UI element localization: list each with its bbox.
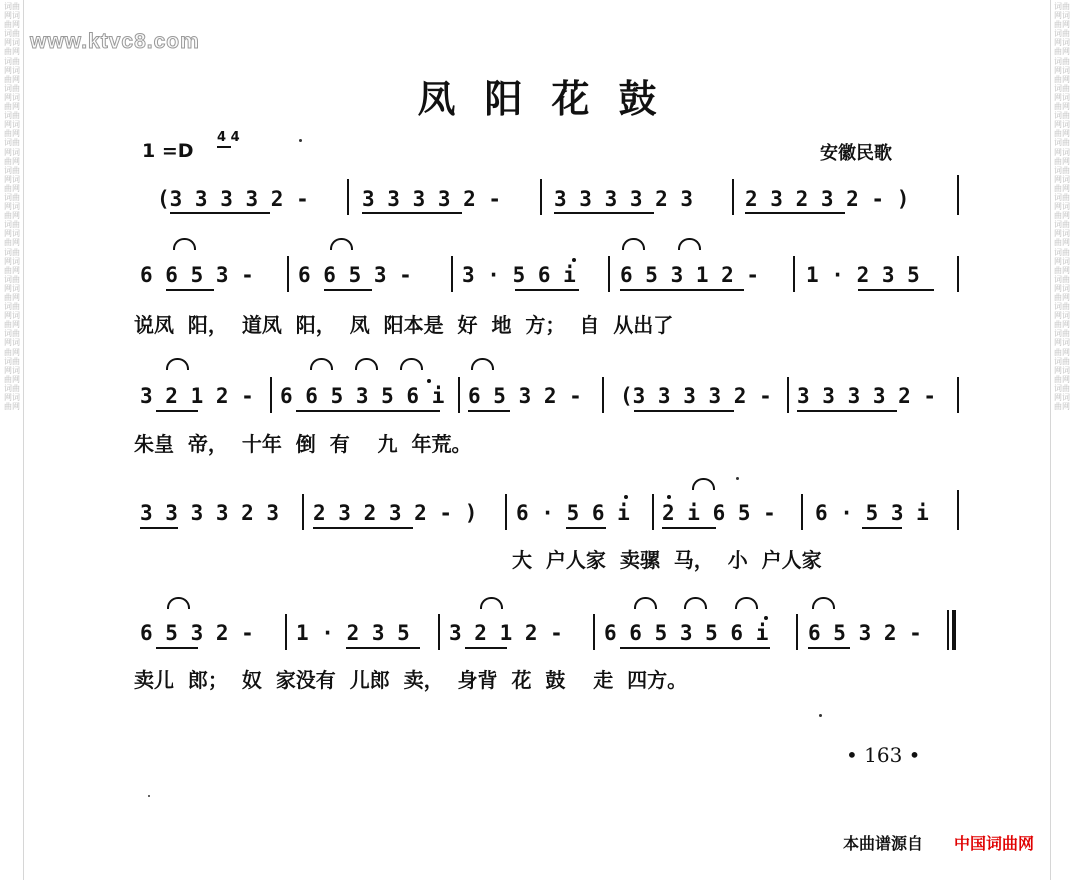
- barline: [602, 377, 604, 413]
- time-signature: [217, 129, 240, 146]
- barline: [505, 494, 507, 530]
- scan-speck: [819, 714, 822, 717]
- measure: 6 5 3 2 -: [468, 384, 582, 408]
- measure: 6 6 5 3 5 6 i: [280, 384, 445, 408]
- slur: [355, 358, 378, 370]
- slur: [684, 597, 707, 609]
- underline-rhythm: [296, 410, 440, 412]
- barline: [593, 614, 595, 650]
- side-watermark-right: 词曲网词曲网词曲网词曲网词曲网词曲网词曲网词曲网词曲网词曲网词曲网词曲网词曲网词曲网词曲网词曲网词曲网词曲网词曲网词曲网词曲网词曲网词曲网词曲网词曲网词曲网词曲网词曲网词曲网词曲网: [1054, 2, 1070, 412]
- barline: [957, 490, 959, 530]
- underline-rhythm: [166, 289, 214, 291]
- measure: 3 3 3 3 2 -: [797, 384, 937, 408]
- lyrics-line-4: 卖儿 郎； 奴 家没有 儿郎 卖， 身背 花 鼓 走 四方。: [134, 668, 688, 692]
- underline-rhythm: [634, 410, 734, 412]
- barline: [801, 494, 803, 530]
- key-signature: 1 =D: [142, 140, 194, 162]
- underline-rhythm: [515, 289, 579, 291]
- lyrics-line-1: 说凤 阳， 道凤 阳， 凤 阳本是 好 地 方； 自 从出了: [134, 313, 674, 337]
- lyrics-line-2: 朱皇 帝， 十年 倒 有 九 年荒。: [134, 432, 472, 456]
- barline: [285, 614, 287, 650]
- underline-rhythm: [554, 212, 654, 214]
- barline: [540, 179, 542, 215]
- barline: [458, 377, 460, 413]
- barline: [347, 179, 349, 215]
- barline: [438, 614, 440, 650]
- barline: [732, 179, 734, 215]
- underline-rhythm: [797, 410, 897, 412]
- time-denominator: 4: [230, 130, 240, 145]
- measure: 3 3 3 3 2 -: [362, 187, 502, 211]
- time-fraction-bar: [217, 146, 231, 148]
- slur: [471, 358, 494, 370]
- high-octave-dot: [427, 379, 431, 383]
- slur: [166, 358, 189, 370]
- slur: [634, 597, 657, 609]
- measure: 1 · 2 3 5: [806, 263, 920, 287]
- side-watermark-left: 词曲网词曲网词曲网词曲网词曲网词曲网词曲网词曲网词曲网词曲网词曲网词曲网词曲网词曲网词曲网词曲网词曲网词曲网词曲网词曲网词曲网词曲网词曲网词曲网词曲网词曲网词曲网词曲网词曲网词曲网: [4, 2, 20, 412]
- slur: [812, 597, 835, 609]
- measure: 2 3 2 3 2 - ): [313, 501, 478, 525]
- measure: (3 3 3 3 2 -: [157, 187, 309, 211]
- measure: 1 · 2 3 5: [296, 621, 410, 645]
- left-border-line: [23, 0, 24, 880]
- underline-rhythm: [745, 212, 845, 214]
- underline-rhythm: [346, 647, 420, 649]
- barline: [793, 256, 795, 292]
- underline-rhythm: [566, 527, 606, 529]
- site-watermark: www.ktvc8.com: [30, 30, 200, 53]
- barline: [787, 377, 789, 413]
- measure: 2 3 2 3 2 - ): [745, 187, 910, 211]
- slur: [330, 238, 353, 250]
- slur: [480, 597, 503, 609]
- measure: 3 3 3 3 2 3: [140, 501, 280, 525]
- high-octave-dot: [572, 258, 576, 262]
- underline-rhythm: [170, 212, 270, 214]
- source-label: 本曲谱源自: [843, 834, 924, 853]
- underline-rhythm: [620, 647, 770, 649]
- underline-rhythm: [468, 410, 510, 412]
- underline-rhythm: [156, 647, 198, 649]
- song-title: 凤阳花鼓: [417, 77, 686, 121]
- underline-rhythm: [362, 212, 462, 214]
- scan-speck: [736, 477, 739, 480]
- measure: 6 5 3 2 -: [140, 621, 254, 645]
- high-octave-dot: [624, 495, 628, 499]
- scan-speck: [299, 139, 302, 142]
- underline-rhythm: [324, 289, 372, 291]
- slur: [167, 597, 190, 609]
- slur: [622, 238, 645, 250]
- slur: [735, 597, 758, 609]
- barline: [957, 256, 959, 292]
- time-numerator: 4: [217, 130, 227, 145]
- measure: 6 5 3 2 -: [808, 621, 922, 645]
- underline-rhythm: [862, 527, 902, 529]
- barline: [957, 175, 959, 215]
- measure: 6 6 5 3 -: [140, 263, 254, 287]
- underline-rhythm: [620, 289, 744, 291]
- measure: 3 2 1 2 -: [449, 621, 563, 645]
- barline: [287, 256, 289, 292]
- measure: 6 · 5 6 i: [516, 501, 630, 525]
- high-octave-dot: [667, 495, 671, 499]
- barline: [652, 494, 654, 530]
- underline-rhythm: [858, 289, 934, 291]
- barline: [270, 377, 272, 413]
- scan-speck: [148, 795, 150, 797]
- high-octave-dot: [764, 616, 768, 620]
- lyrics-line-3: 大 户人家 卖骡 马， 小 户人家: [512, 548, 822, 572]
- underline-rhythm: [662, 527, 716, 529]
- source-site-name[interactable]: 中国词曲网: [954, 834, 1035, 853]
- underline-rhythm: [313, 527, 413, 529]
- slur: [692, 478, 715, 490]
- measure: 6 6 5 3 5 6 i: [604, 621, 769, 645]
- measure: 3 · 5 6 i: [462, 263, 576, 287]
- right-border-line: [1050, 0, 1051, 880]
- underline-rhythm: [156, 410, 198, 412]
- slur: [173, 238, 196, 250]
- measure: 6 6 5 3 -: [298, 263, 412, 287]
- measure: 6 5 3 1 2 -: [620, 263, 760, 287]
- underline-rhythm: [140, 527, 178, 529]
- measure: 3 3 3 3 2 3: [554, 187, 694, 211]
- underline-rhythm: [808, 647, 850, 649]
- barline: [796, 614, 798, 650]
- measure: 3 2 1 2 -: [140, 384, 254, 408]
- slur: [310, 358, 333, 370]
- page-number: • 163 •: [846, 743, 921, 767]
- measure: 2 i 6 5 -: [662, 501, 776, 525]
- final-double-barline: [947, 610, 949, 650]
- barline: [302, 494, 304, 530]
- song-origin: 安徽民歌: [820, 143, 892, 164]
- slur: [400, 358, 423, 370]
- barline: [608, 256, 610, 292]
- slur: [678, 238, 701, 250]
- measure: (3 3 3 3 2 -: [620, 384, 772, 408]
- underline-rhythm: [465, 647, 507, 649]
- barline: [451, 256, 453, 292]
- barline: [957, 377, 959, 413]
- measure: 6 · 5 3 i: [815, 501, 929, 525]
